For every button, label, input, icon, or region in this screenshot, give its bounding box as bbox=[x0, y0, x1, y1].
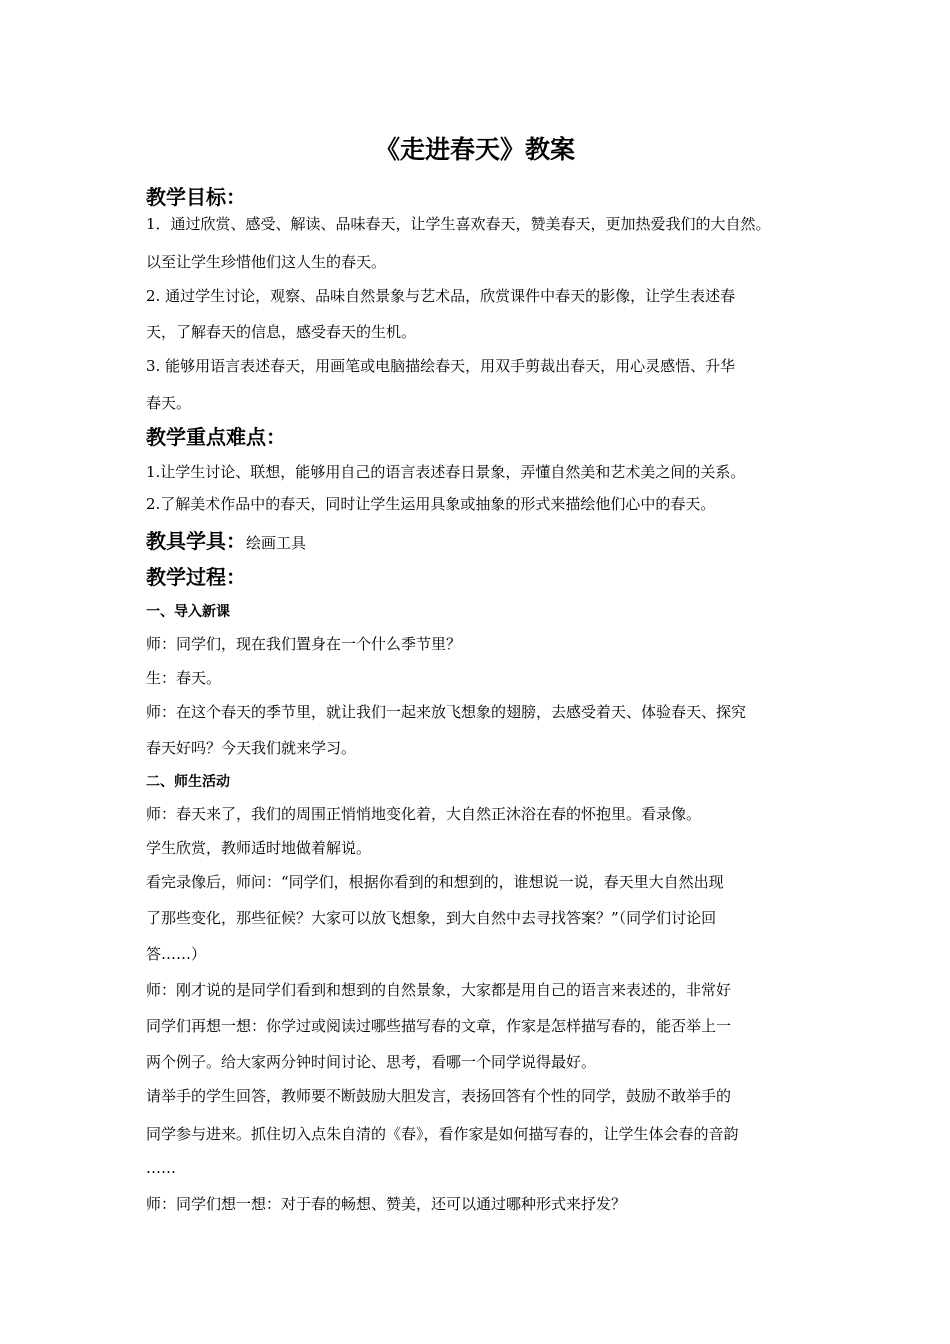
part1-line: 师：同学们，现在我们置身在一个什么季节里？ bbox=[146, 635, 462, 653]
part2-line: …… bbox=[146, 1159, 176, 1177]
part2-line: 答……） bbox=[146, 945, 207, 963]
document-title: 《走进春天》教案 bbox=[374, 135, 575, 164]
key-points-heading: 教学重点难点： bbox=[146, 425, 286, 449]
goals-line: 2. 通过学生讨论，观察、品味自然景象与艺术品，欣赏课件中春天的影像，让学生表述春 bbox=[146, 287, 736, 305]
part1-heading: 一、导入新课 bbox=[146, 604, 230, 620]
part2-line: 同学们再想一想：你学过或阅读过哪些描写春的文章，作家是怎样描写春的，能否举上一 bbox=[146, 1017, 732, 1035]
part2-line: 了那些变化，那些征候？大家可以放飞想象，到大自然中去寻找答案？”（同学们讨论回 bbox=[146, 909, 717, 927]
goals-line: 以至让学生珍惜他们这人生的春天。 bbox=[146, 253, 387, 271]
part1-line: 春天好吗？今天我们就来学习。 bbox=[146, 739, 357, 757]
tools-heading bbox=[146, 528, 306, 556]
part1-line: 生：春天。 bbox=[146, 669, 222, 687]
tools-label: 教具学具： bbox=[146, 529, 246, 553]
goals-heading: 教学目标： bbox=[146, 185, 246, 209]
goals-line: 3. 能够用语言表述春天，用画笔或电脑描绘春天，用双手剪裁出春天，用心灵感悟、升华 bbox=[146, 357, 736, 375]
goals-line: 1．通过欣赏、感受、解读、品味春天，让学生喜欢春天，赞美春天，更加热爱我们的大自然。 bbox=[146, 215, 771, 233]
part2-line: 同学参与进来。抓住切入点朱自清的《春》，看作家是如何描写春的，让学生体会春的音韵 bbox=[146, 1125, 739, 1143]
key-points-line: 1.让学生讨论、联想，能够用自己的语言表述春日景象，弄懂自然美和艺术美之间的关系。 bbox=[146, 463, 746, 481]
part2-line: 学生欣赏，教师适时地做着解说。 bbox=[146, 839, 372, 857]
part2-line: 请举手的学生回答，教师要不断鼓励大胆发言，表扬回答有个性的同学，鼓励不敢举手的 bbox=[146, 1087, 732, 1105]
part2-heading: 二、师生活动 bbox=[146, 774, 230, 790]
part2-line: 师：刚才说的是同学们看到和想到的自然景象，大家都是用自己的语言来表述的，非常好 bbox=[146, 981, 732, 999]
part1-line: 师：在这个春天的季节里，就让我们一起来放飞想象的翅膀，去感受着天、体验春天、探究 bbox=[146, 703, 747, 721]
key-points-line: 2.了解美术作品中的春天，同时让学生运用具象或抽象的形式来描绘他们心中的春天。 bbox=[146, 495, 716, 513]
part2-line: 师：同学们想一想：对于春的畅想、赞美，还可以通过哪种形式来抒发？ bbox=[146, 1195, 627, 1213]
part2-line: 师：春天来了，我们的周围正悄悄地变化着，大自然正沐浴在春的怀抱里。看录像。 bbox=[146, 805, 702, 823]
goals-line: 天，了解春天的信息，感受春天的生机。 bbox=[146, 323, 417, 341]
part2-line: 看完录像后，师问：“同学们，根据你看到的和想到的，谁想说一说，春天里大自然出现 bbox=[146, 873, 724, 891]
part2-line: 两个例子。给大家两分钟时间讨论、思考，看哪一个同学说得最好。 bbox=[146, 1053, 597, 1071]
tools-value: 绘画工具 bbox=[246, 534, 307, 552]
goals-line: 春天。 bbox=[146, 394, 192, 412]
process-heading: 教学过程： bbox=[146, 565, 246, 589]
